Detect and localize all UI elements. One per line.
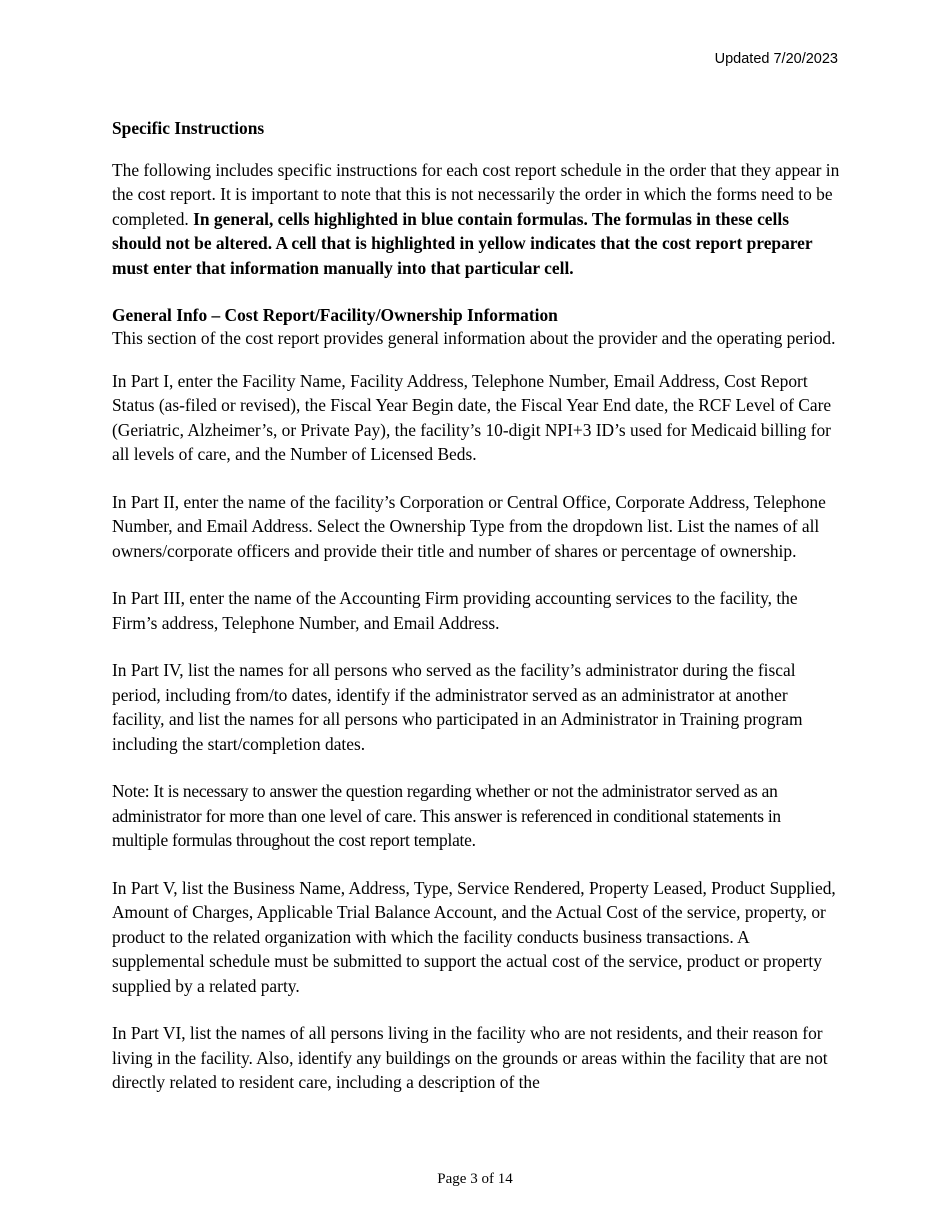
updated-date: Updated 7/20/2023 <box>714 51 838 67</box>
part-5-paragraph: In Part V, list the Business Name, Address, Type, Service Rendered, Property Leased, Product Supplied, Amount of Charges, Applicable Trial Balance Account, and the Actual Cost of the service, property, or product to the related organization with which the facility conducts business transactions. A supplemental schedule must be submitted to support the actual cost of the service, product or property supplied by a related party. <box>112 877 836 996</box>
part-1-paragraph: In Part I, enter the Facility Name, Facility Address, Telephone Number, Email Address, Cost Report Status (as-filed or revised), the Fiscal Year Begin date, the Fiscal Year End date, the RCF Level of Care (Geriatric, Alzheimer’s, or Private Pay), the facility’s 10-digit NPI+3 ID’s used for Medicaid billing for all levels of care, and the Number of Licensed Beds. <box>112 370 832 464</box>
page-number: Page 3 of 14 <box>437 1171 513 1187</box>
part-3-paragraph: In Part III, enter the name of the Accounting Firm providing accounting services to the facility, the Firm’s address, Telephone Number, and Email Address. <box>112 588 798 633</box>
document-body <box>112 116 840 1095</box>
part-6-paragraph: In Part VI, list the names of all persons living in the facility who are not residents, and their reason for living in the facility. Also, identify any buildings on the grounds or areas within the facility that are not directly related to resident care, including a description of the <box>112 1023 828 1092</box>
intro-bold-text: In general, cells highlighted in blue contain formulas. The formulas in these cells should not be altered. A cell that is highlighted in yellow indicates that the cost report preparer must enter that information manually into that particular cell. <box>112 208 813 278</box>
page-heading: Specific Instructions <box>112 118 265 138</box>
part-4-paragraph: In Part IV, list the names for all persons who served as the facility’s administrator during the fiscal period, including from/to dates, identify if the administrator served as an administrator at another facility, and list the names for all persons who participated in an Administrator in Training program including the start/completion dates. <box>112 660 803 754</box>
section-intro-paragraph: This section of the cost report provides general information about the provider and the operating period. <box>112 327 836 348</box>
intro-paragraph <box>112 158 840 281</box>
section-title: General Info – Cost Report/Facility/Ownership Information <box>112 305 558 325</box>
part-2-paragraph: In Part II, enter the name of the facility’s Corporation or Central Office, Corporate Address, Telephone Number, and Email Address. Select the Ownership Type from the dropdown list. List the names of all owners/corporate officers and provide their title and number of shares or percentage of ownership. <box>112 491 826 561</box>
note-paragraph: Note: It is necessary to answer the question regarding whether or not the administrator served as an administrator for more than one level of care. This answer is referenced in conditional statements in multiple formulas throughout the cost report template. <box>112 781 781 850</box>
intro-text: The following includes specific instructions for each cost report schedule in the order that they appear in the cost report. It is important to note that this is not necessarily the order in which the forms need to be completed. <box>112 159 840 229</box>
